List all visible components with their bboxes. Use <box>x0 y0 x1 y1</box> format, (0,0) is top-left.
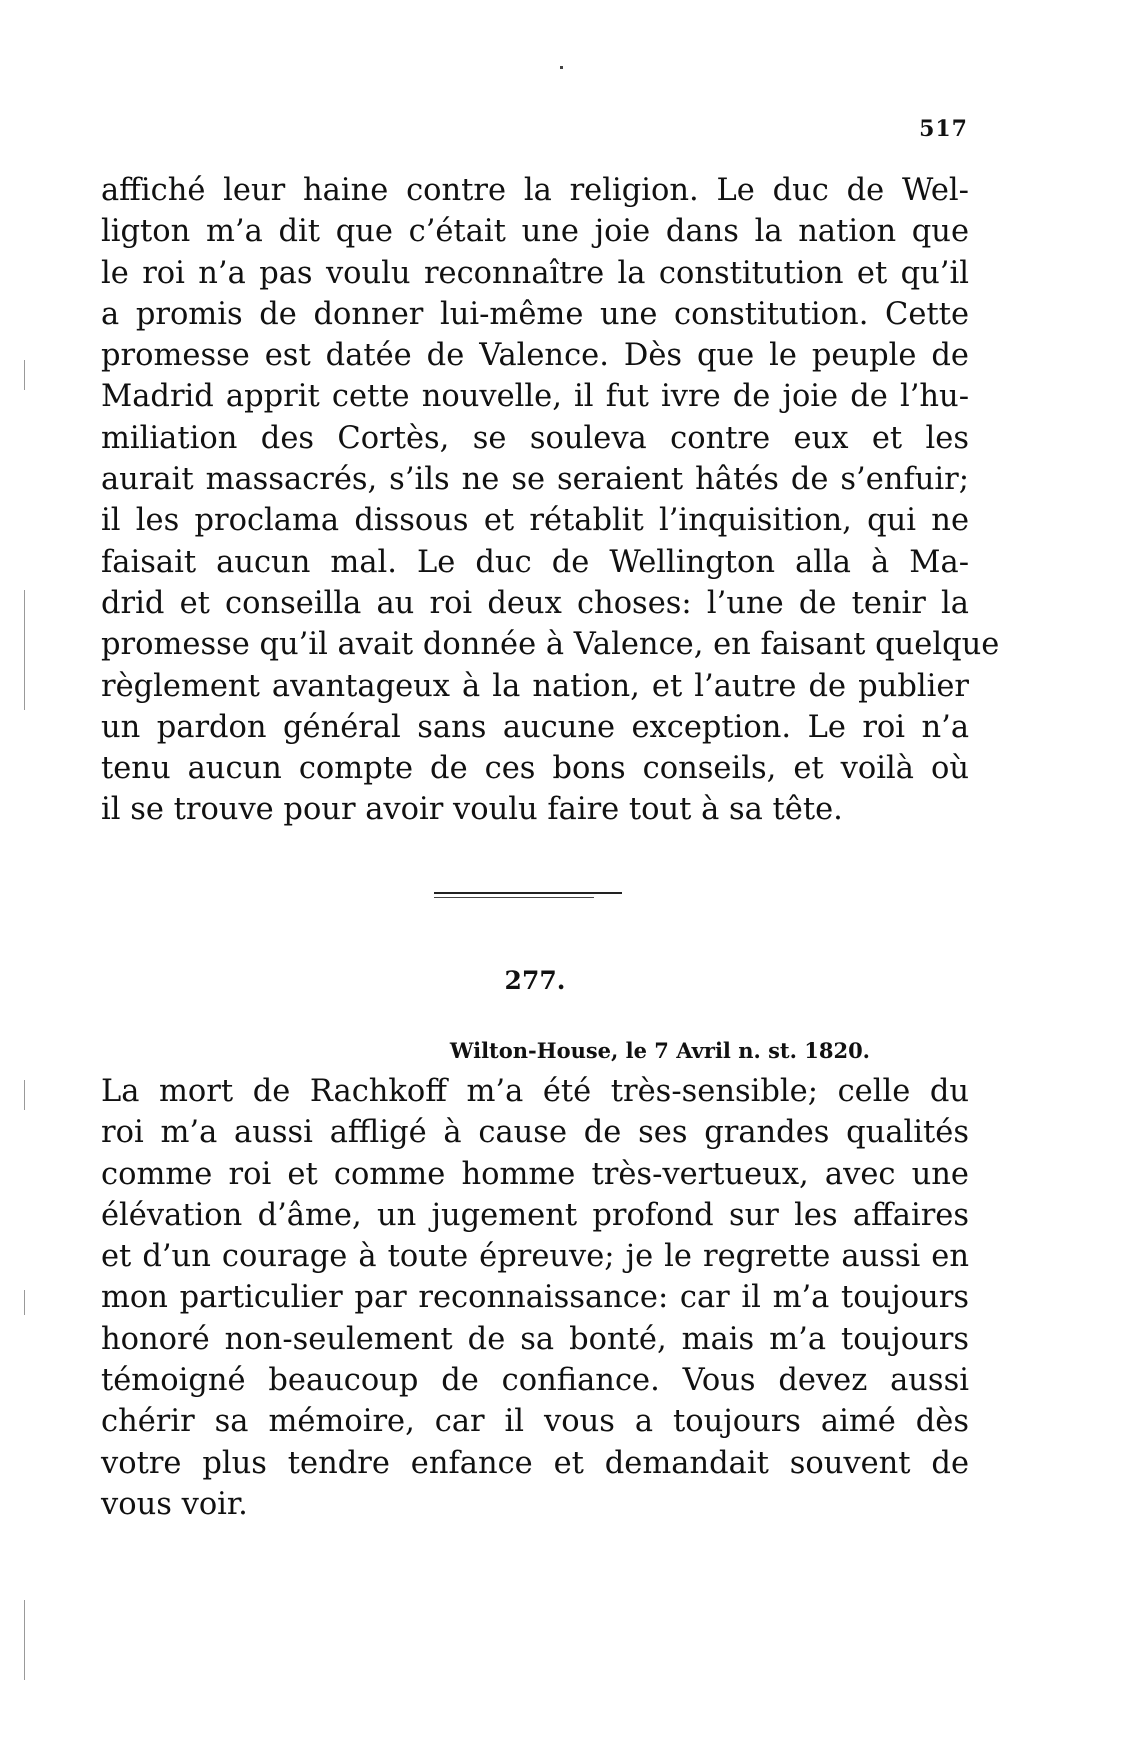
margin-mark <box>24 1290 25 1315</box>
text-line: vous voir. <box>101 1486 248 1522</box>
letter-dateline: Wilton-House, le 7 Avril n. st. 1820. <box>449 1038 870 1063</box>
text-line: témoigné beaucoup de confiance. Vous devez aussi <box>101 1363 969 1399</box>
section-divider <box>434 892 622 894</box>
text-line: affiché leur haine contre la religion. Le duc de Wel- <box>101 173 969 208</box>
text-line: promesse est datée de Valence. Dès que le peuple de <box>101 338 969 374</box>
text-line: un pardon général sans aucune exception. Le roi n’a <box>101 709 969 745</box>
text-line: il les proclama dissous et rétablit l’inquisition, qui ne <box>101 503 969 539</box>
text-line: mon particulier par reconnaissance: car il m’a toujours <box>101 1280 969 1316</box>
text-line: Madrid apprit cette nouvelle, il fut ivre de joie de l’hu- <box>101 379 969 415</box>
text-line: a promis de donner lui-même une constitution. Cette <box>101 296 969 332</box>
margin-mark <box>24 1600 25 1680</box>
ink-speck <box>560 66 563 69</box>
margin-mark <box>24 1080 25 1110</box>
text-line: drid et conseilla au roi deux choses: l’une de tenir la <box>101 585 969 621</box>
text-line: aurait massacrés, s’ils ne se seraient hâtés de s’enfuir; <box>101 462 969 498</box>
text-line: ligton m’a dit que c’était une joie dans la nation que <box>101 214 969 250</box>
paragraph-continued <box>101 170 1000 831</box>
text-line: La mort de Rachkoff m’a été très-sensible; celle du <box>101 1074 969 1109</box>
text-line: faisait aucun mal. Le duc de Wellington alla à Ma- <box>101 544 969 580</box>
text-line: tenu aucun compte de ces bons conseils, et voilà où <box>101 751 969 787</box>
text-line: chérir sa mémoire, car il vous a toujours aimé dès <box>101 1404 969 1440</box>
text-line: et d’un courage à toute épreuve; je le regrette aussi en <box>101 1239 969 1275</box>
letter-body <box>101 1071 969 1525</box>
text-line: règlement avantageux à la nation, et l’autre de publier <box>101 668 969 704</box>
margin-mark <box>24 360 25 390</box>
text-line: promesse qu’il avait donnée à Valence, en faisant quelque <box>101 627 1000 663</box>
text-line: miliation des Cortès, se souleva contre eux et les <box>101 420 969 456</box>
margin-mark <box>24 590 25 710</box>
text-line: il se trouve pour avoir voulu faire tout à sa tête. <box>101 792 843 828</box>
letter-number: 277. <box>504 966 566 995</box>
text-line: roi m’a aussi affligé à cause de ses grandes qualités <box>101 1115 969 1151</box>
text-line: votre plus tendre enfance et demandait souvent de <box>101 1445 969 1481</box>
text-line: comme roi et comme homme très-vertueux, avec une <box>101 1156 969 1192</box>
text-line: élévation d’âme, un jugement profond sur les affaires <box>101 1197 969 1233</box>
text-line: honoré non-seulement de sa bonté, mais m’a toujours <box>101 1321 969 1357</box>
text-line: le roi n’a pas voulu reconnaître la constitution et qu’il <box>101 255 969 291</box>
page-number: 517 <box>919 116 968 142</box>
